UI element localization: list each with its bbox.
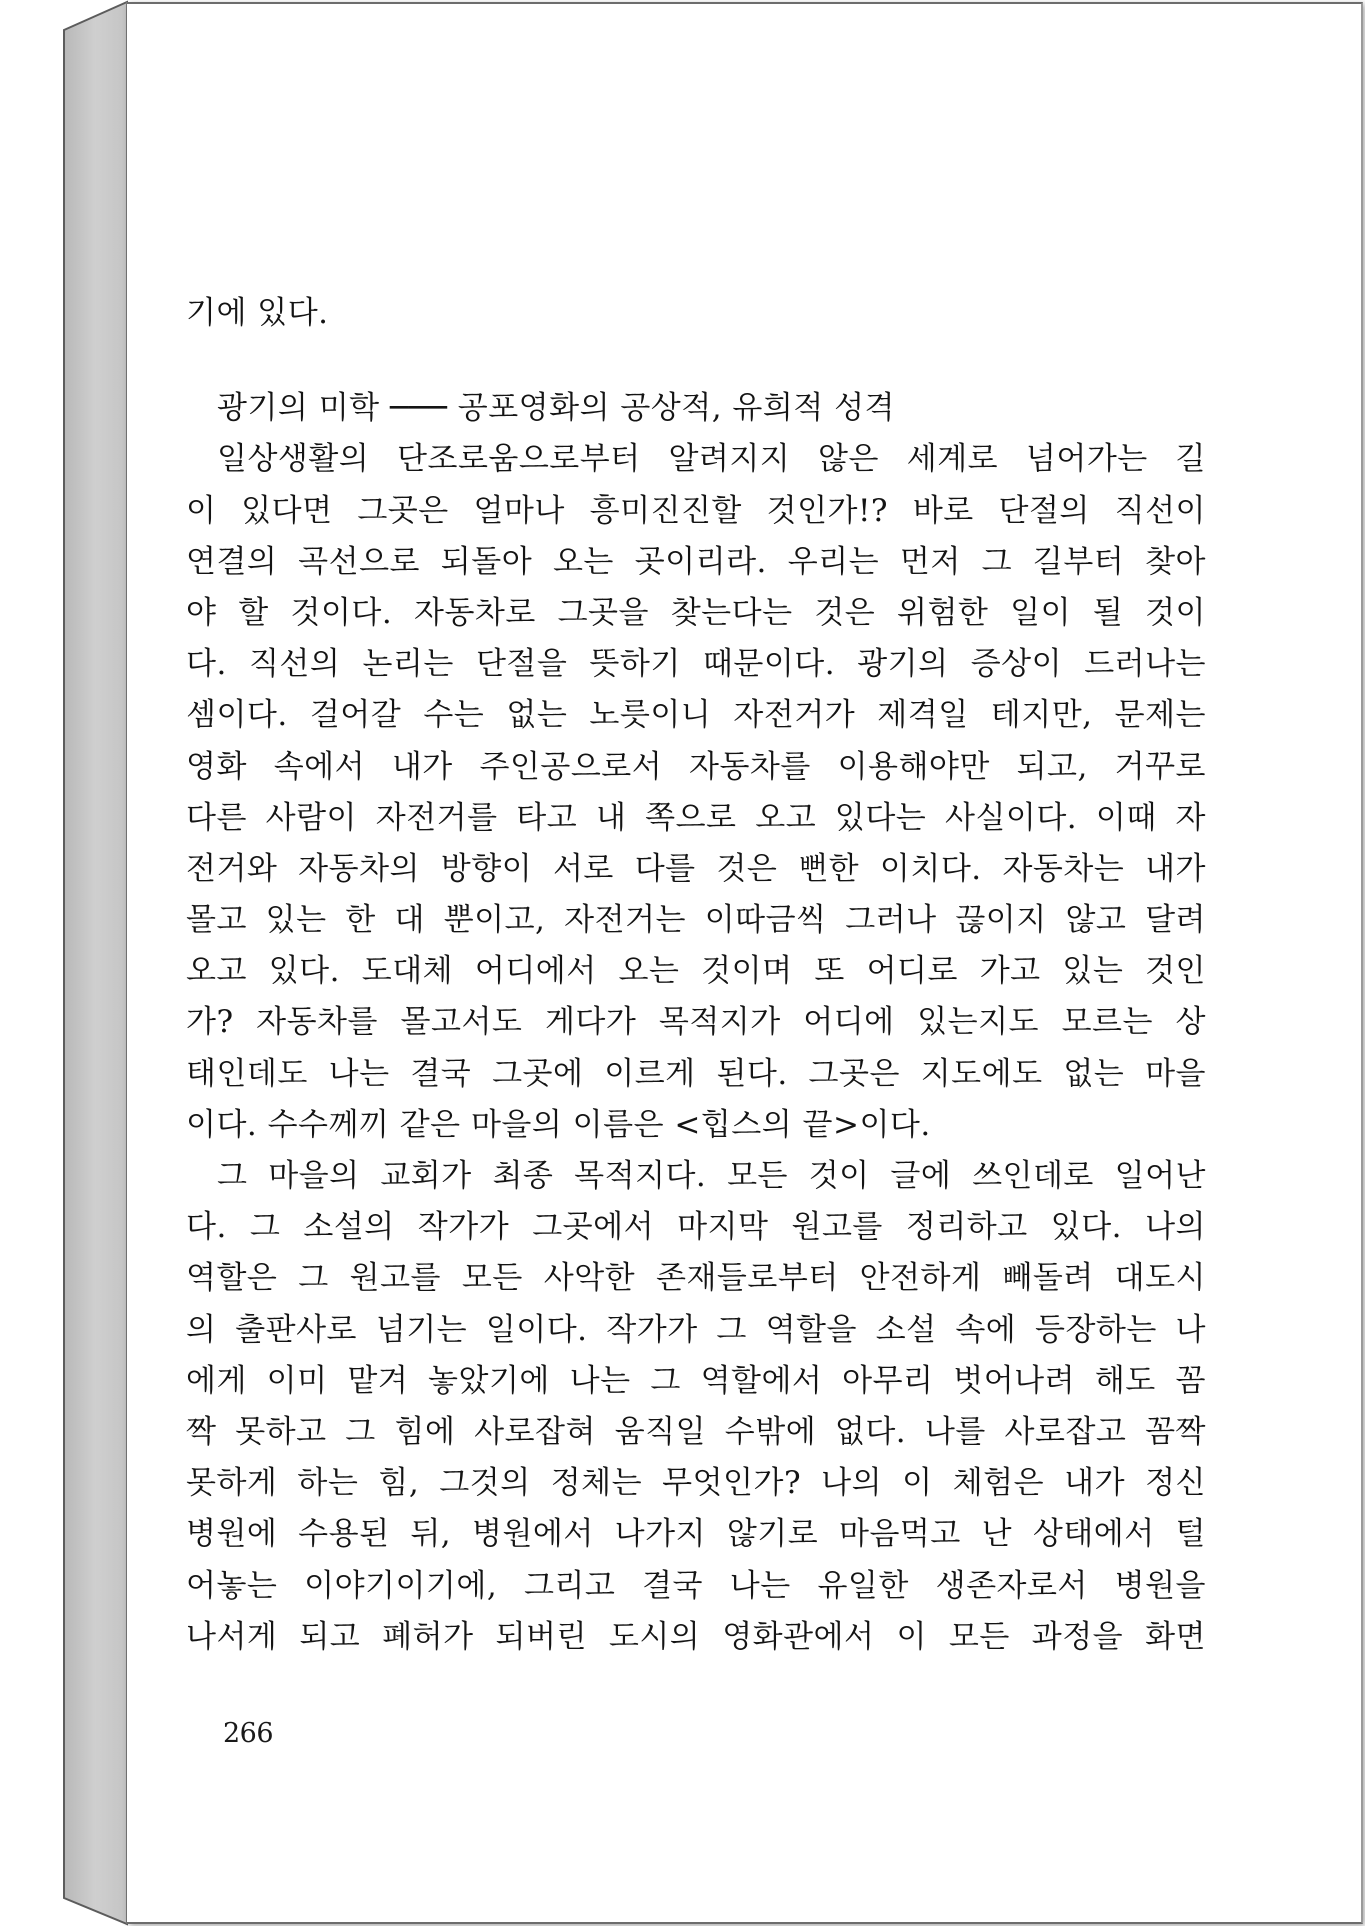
text-line: 어놓는 이야기이기에, 그리고 결국 나는 유일한 생존자로서 병원을 bbox=[186, 1567, 1206, 1604]
page-number: 266 bbox=[223, 1718, 274, 1749]
text-line: 다. 그 소설의 작가가 그곳에서 마지막 원고를 정리하고 있다. 나의 bbox=[186, 1209, 1206, 1246]
text-line: 야 할 것이다. 자동차로 그곳을 찾는다는 것은 위험한 일이 될 것이 bbox=[186, 594, 1206, 631]
text-line: 셈이다. 걸어갈 수는 없는 노릇이니 자전거가 제격일 테지만, 문제는 bbox=[186, 697, 1206, 734]
text-line: 이 있다면 그곳은 얼마나 흥미진진할 것인가!? 바로 단절의 직선이 bbox=[186, 492, 1206, 529]
paragraph-2 bbox=[186, 1151, 1206, 1663]
text-line: 몰고 있는 한 대 뿐이고, 자전거는 이따금씩 그러나 끊이지 않고 달려 bbox=[186, 902, 1206, 939]
text-line: 태인데도 나는 결국 그곳에 이르게 된다. 그곳은 지도에도 없는 마을 bbox=[186, 1055, 1206, 1092]
text-line: 가? 자동차를 몰고서도 게다가 목적지가 어디에 있는지도 모르는 상 bbox=[186, 1004, 1206, 1041]
text-line: 그 마을의 교회가 최종 목적지다. 모든 것이 글에 쓰인데로 일어난 bbox=[217, 1158, 1206, 1194]
text-line: 다른 사람이 자전거를 타고 내 쪽으로 오고 있다는 사실이다. 이때 자 bbox=[186, 799, 1206, 836]
text-line: 못하게 하는 힘, 그것의 정체는 무엇인가? 나의 이 체험은 내가 정신 bbox=[186, 1465, 1206, 1502]
section-heading: 광기의 미학 ─── 공포영화의 공상적, 유희적 성격 bbox=[217, 390, 895, 427]
text-line: 의 출판사로 넘기는 일이다. 작가가 그 역할을 소설 속에 등장하는 나 bbox=[186, 1311, 1206, 1348]
body-text bbox=[186, 288, 1206, 1663]
text-line: 오고 있다. 도대체 어디에서 오는 것이며 또 어디로 가고 있는 것인 bbox=[186, 953, 1206, 990]
text-line: 짝 못하고 그 힘에 사로잡혀 움직일 수밖에 없다. 나를 사로잡고 꼼짝 bbox=[186, 1413, 1206, 1450]
paragraph-1 bbox=[186, 434, 1206, 1151]
opening-line: 기에 있다. bbox=[186, 295, 329, 331]
text-line: 다. 직선의 논리는 단절을 뜻하기 때문이다. 광기의 증상이 드러나는 bbox=[186, 646, 1206, 683]
text-line: 일상생활의 단조로움으로부터 알려지지 않은 세계로 넘어가는 길 bbox=[217, 441, 1206, 478]
text-line: 나서게 되고 폐허가 되버린 도시의 영화관에서 이 모든 과정을 화면 bbox=[186, 1618, 1206, 1655]
text-line: 이다. 수수께끼 같은 마을의 이름은 <힙스의 끝>이다. bbox=[186, 1106, 931, 1143]
text-line: 역할은 그 원고를 모든 사악한 존재들로부터 안전하게 빼돌려 대도시 bbox=[186, 1260, 1206, 1297]
text-line: 영화 속에서 내가 주인공으로서 자동차를 이용해야만 되고, 거꾸로 bbox=[186, 748, 1206, 785]
text-line: 전거와 자동차의 방향이 서로 다를 것은 뻔한 이치다. 자동차는 내가 bbox=[186, 850, 1206, 887]
text-line: 연결의 곡선으로 되돌아 오는 곳이리라. 우리는 먼저 그 길부터 찾아 bbox=[186, 543, 1206, 580]
text-line: 에게 이미 맡겨 놓았기에 나는 그 역할에서 아무리 벗어나려 해도 꼼 bbox=[186, 1362, 1206, 1399]
text-line: 병원에 수용된 뒤, 병원에서 나가지 않기로 마음먹고 난 상태에서 털 bbox=[186, 1516, 1206, 1553]
